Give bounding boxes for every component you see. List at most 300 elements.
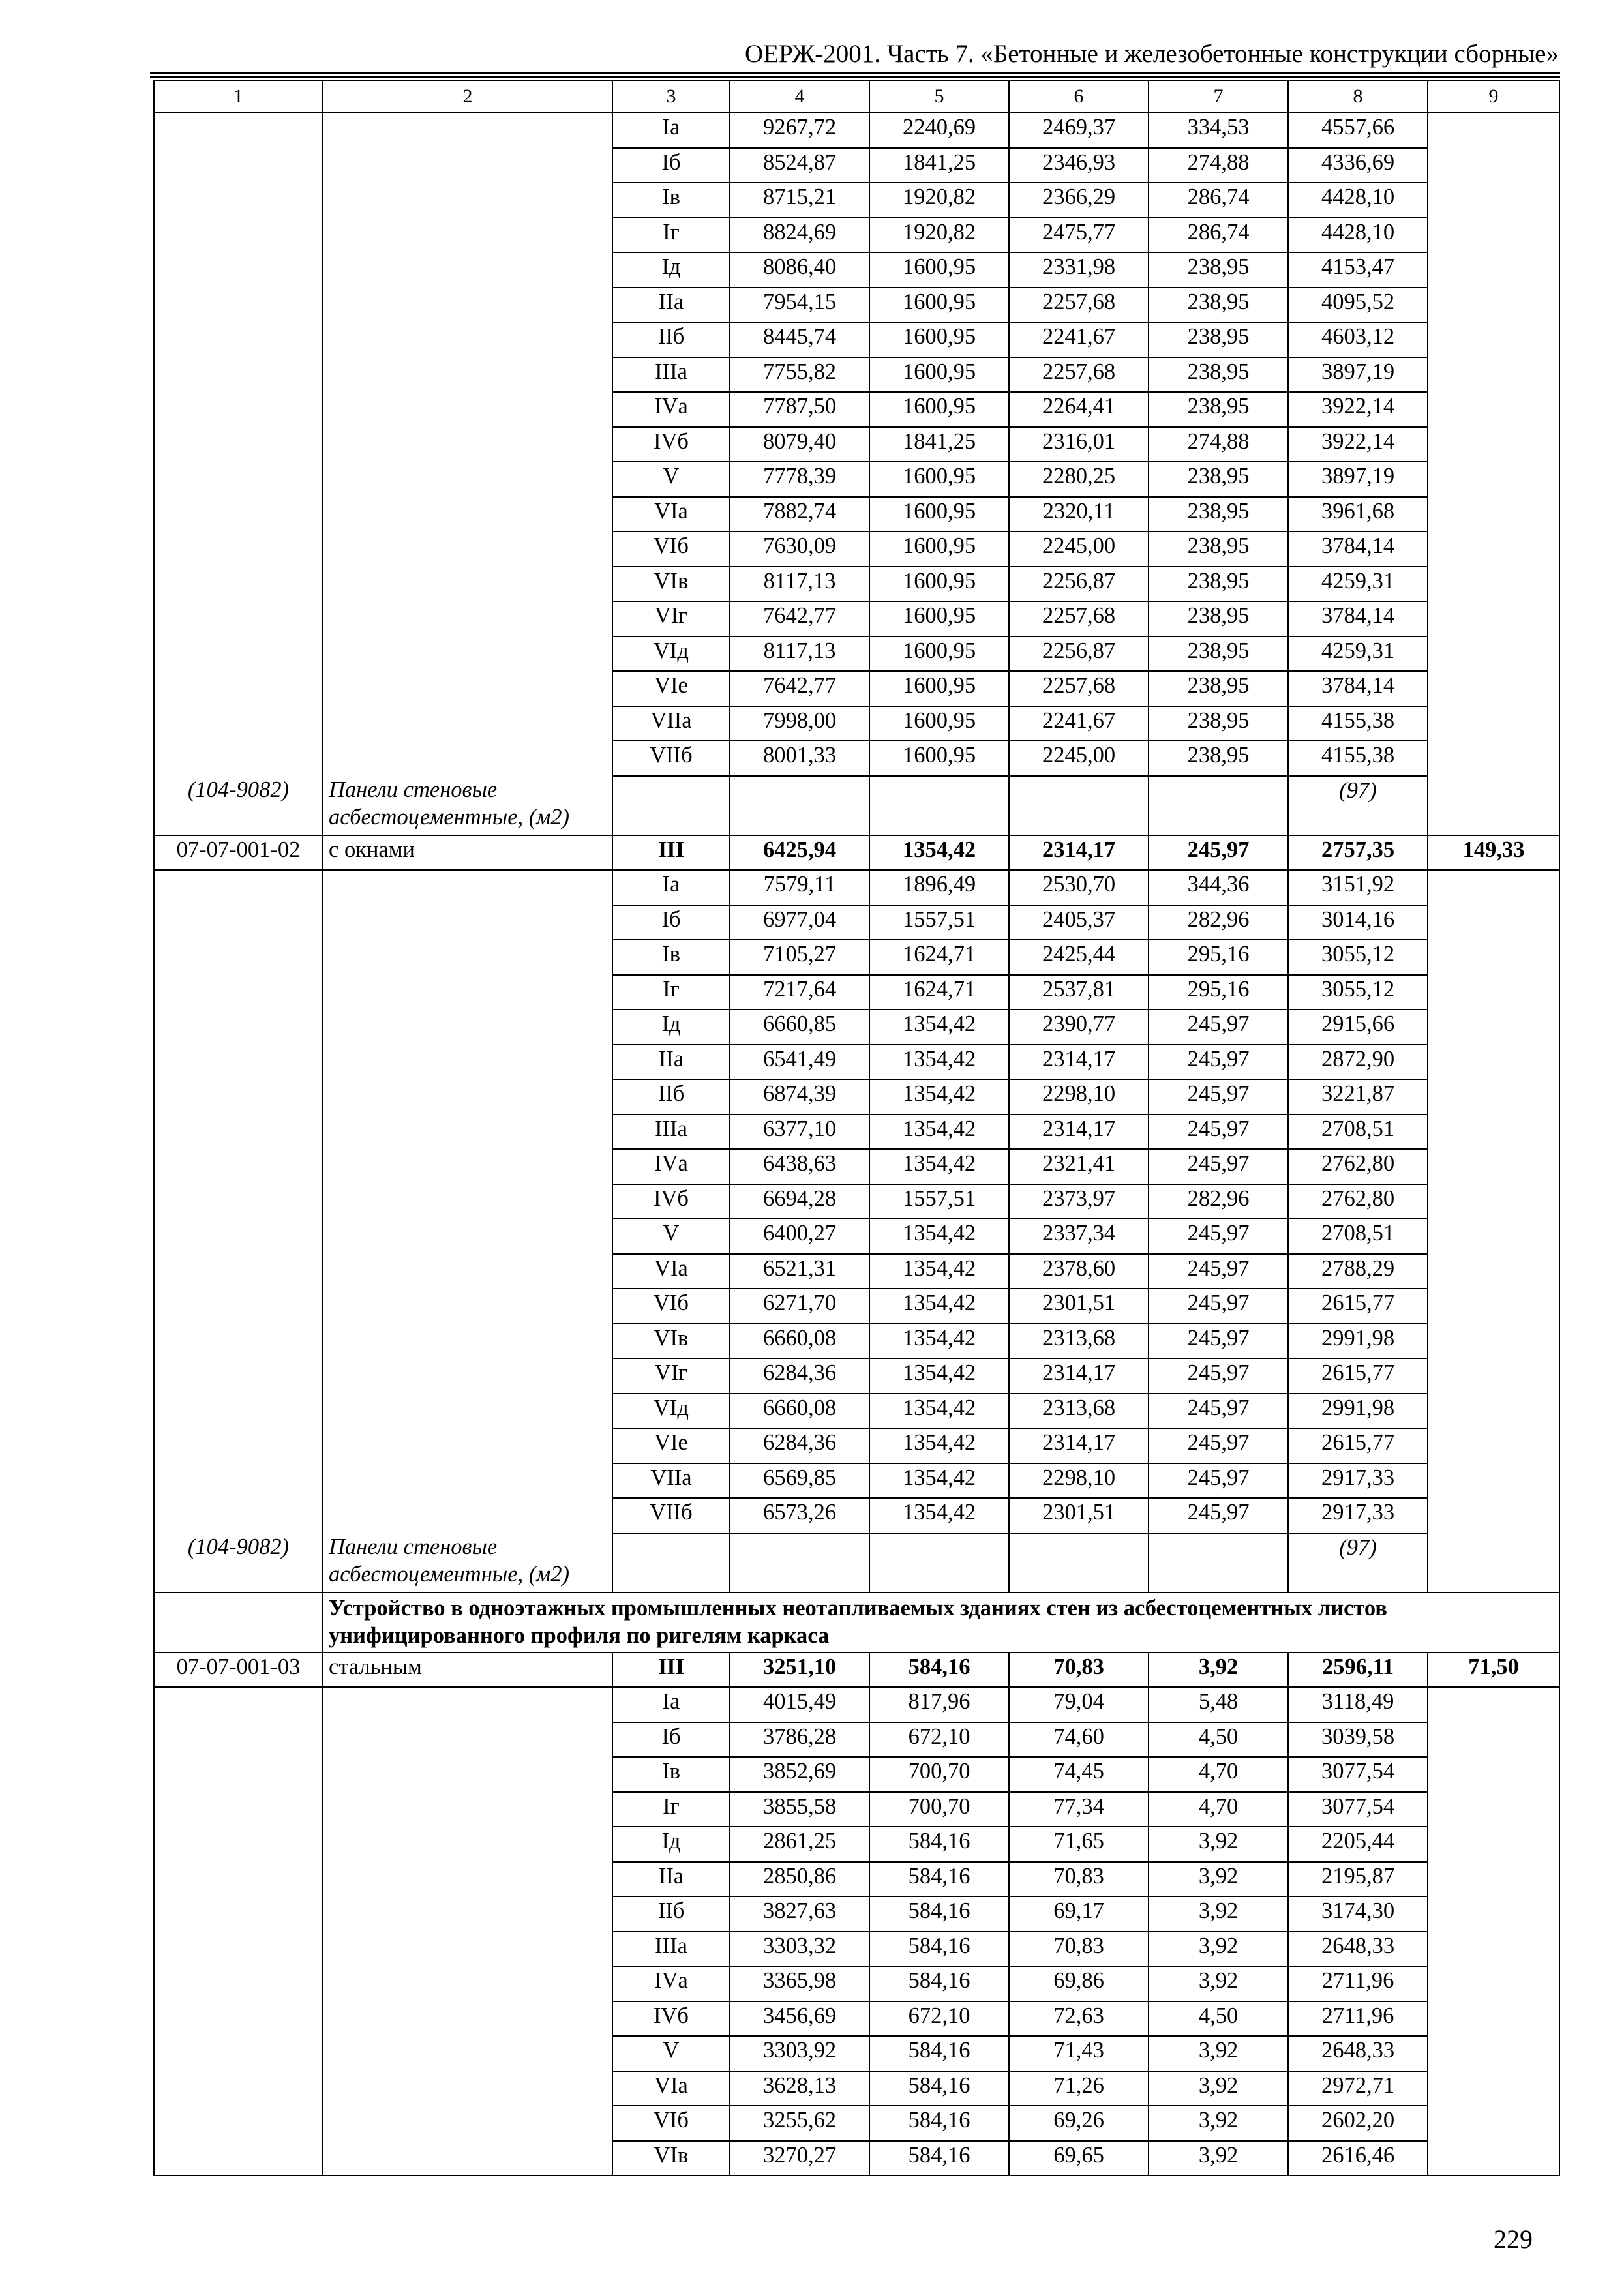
- wages-cell: 584,16: [869, 1653, 1009, 1688]
- total-cost-cell: 3251,10: [730, 1653, 869, 1688]
- materials-cell: 2917,33: [1288, 1498, 1428, 1533]
- res-group-cell: Iд: [612, 1827, 730, 1862]
- header-rule-bottom: [150, 76, 1560, 78]
- machinist-wages-cell: 238,95: [1149, 288, 1288, 323]
- wages-cell: 1354,42: [869, 1498, 1009, 1533]
- wages-cell: 1557,51: [869, 1184, 1009, 1219]
- column-number: 5: [869, 80, 1009, 113]
- materials-cell: 3784,14: [1288, 671, 1428, 706]
- materials-cell: 4259,31: [1288, 567, 1428, 602]
- machines-cell: 2245,00: [1009, 741, 1149, 776]
- table-row: [154, 706, 1559, 741]
- materials-cell: 2615,77: [1288, 1428, 1428, 1463]
- materials-cell: 2991,98: [1288, 1324, 1428, 1359]
- name-cell-empty: [323, 183, 612, 218]
- table-row: [154, 1324, 1559, 1359]
- machinist-wages-cell: 238,95: [1149, 741, 1288, 776]
- total-cost-cell: 8117,13: [730, 636, 869, 672]
- machinist-wages-cell: 3,92: [1149, 2141, 1288, 2176]
- labor-cell-empty: [1428, 2141, 1559, 2176]
- resource-code: (104-9082): [154, 1533, 323, 1593]
- name-cell-empty: [323, 322, 612, 357]
- code-cell-empty: [154, 1358, 323, 1394]
- wages-cell: 584,16: [869, 1932, 1009, 1967]
- name-cell-empty: [323, 1079, 612, 1115]
- code-cell-empty: [154, 1827, 323, 1862]
- wages-cell: 1920,82: [869, 183, 1009, 218]
- name-cell-empty: [323, 741, 612, 776]
- name-cell-empty: [323, 1358, 612, 1394]
- labor-cell-empty: [1428, 1896, 1559, 1932]
- machinist-wages-cell: 3,92: [1149, 2036, 1288, 2071]
- materials-cell: 2762,80: [1288, 1184, 1428, 1219]
- name-cell-empty: [323, 2141, 612, 2176]
- total-cost-cell: 6569,85: [730, 1463, 869, 1499]
- res-group-cell: VIIб: [612, 1498, 730, 1533]
- machines-cell: 2475,77: [1009, 218, 1149, 253]
- column-number: 4: [730, 80, 869, 113]
- total-cost-cell: 7882,74: [730, 497, 869, 532]
- code-cell-empty: [154, 218, 323, 253]
- labor-cell-empty: [1428, 776, 1559, 835]
- code-cell-empty: [154, 601, 323, 636]
- table-row: [154, 252, 1559, 288]
- total-cost-cell: 3855,58: [730, 1792, 869, 1827]
- name-cell-empty: [323, 1219, 612, 1254]
- machinist-wages-cell: 238,95: [1149, 706, 1288, 741]
- res-group-cell: VIа: [612, 497, 730, 532]
- total-cost-cell: 6400,27: [730, 1219, 869, 1254]
- total-cost-cell: 6425,94: [730, 835, 869, 871]
- table-row: [154, 1862, 1559, 1897]
- table-row: [154, 1115, 1559, 1150]
- labor-cell-empty: [1428, 905, 1559, 940]
- wages-cell: 1920,82: [869, 218, 1009, 253]
- machinist-wages-cell: 245,97: [1149, 1498, 1288, 1533]
- code-cell-empty: [154, 1149, 323, 1184]
- wages-cell: 1354,42: [869, 835, 1009, 871]
- machinist-wages-cell: 238,95: [1149, 531, 1288, 567]
- name-cell-empty: [323, 288, 612, 323]
- machines-cell: 2314,17: [1009, 1358, 1149, 1394]
- materials-cell: 2648,33: [1288, 1932, 1428, 1967]
- machinist-wages-cell: 5,48: [1149, 1687, 1288, 1722]
- empty-cell: [1009, 776, 1149, 835]
- code-cell-empty: [154, 427, 323, 462]
- wages-cell: 584,16: [869, 2036, 1009, 2071]
- materials-cell: 4557,66: [1288, 113, 1428, 148]
- total-cost-cell: 7630,09: [730, 531, 869, 567]
- name-cell-empty: [323, 1324, 612, 1359]
- total-cost-cell: 6377,10: [730, 1115, 869, 1150]
- name-cell-empty: [323, 1932, 612, 1967]
- total-cost-cell: 6977,04: [730, 905, 869, 940]
- code-cell-empty: [154, 2106, 323, 2141]
- labor-cost-cell: 71,50: [1428, 1653, 1559, 1688]
- code-cell-empty: [154, 2071, 323, 2106]
- machinist-wages-cell: 4,70: [1149, 1757, 1288, 1792]
- materials-cell: 3077,54: [1288, 1757, 1428, 1792]
- total-cost-cell: 6438,63: [730, 1149, 869, 1184]
- name-cell-empty: [323, 2106, 612, 2141]
- price-table: [153, 80, 1560, 2176]
- machines-cell: 2301,51: [1009, 1289, 1149, 1324]
- table-row: [154, 1358, 1559, 1394]
- res-group-cell: VIIа: [612, 706, 730, 741]
- name-cell-empty: [323, 1428, 612, 1463]
- column-number: 1: [154, 80, 323, 113]
- table-row: [154, 2036, 1559, 2071]
- name-cell-empty: [323, 2071, 612, 2106]
- machines-cell: 71,65: [1009, 1827, 1149, 1862]
- labor-cell-empty: [1428, 671, 1559, 706]
- materials-cell: 3922,14: [1288, 392, 1428, 427]
- wages-cell: 1600,95: [869, 601, 1009, 636]
- machines-cell: 2301,51: [1009, 1498, 1149, 1533]
- table-row: [154, 427, 1559, 462]
- code-cell-empty: [154, 322, 323, 357]
- res-group-cell: Iа: [612, 870, 730, 905]
- wages-cell: 1557,51: [869, 905, 1009, 940]
- materials-cell: 4153,47: [1288, 252, 1428, 288]
- labor-cell-empty: [1428, 1394, 1559, 1429]
- wages-cell: 584,16: [869, 2106, 1009, 2141]
- materials-cell: 3221,87: [1288, 1079, 1428, 1115]
- wages-cell: 1354,42: [869, 1324, 1009, 1359]
- materials-cell: 2616,46: [1288, 2141, 1428, 2176]
- name-cell-empty: [323, 1827, 612, 1862]
- labor-cell-empty: [1428, 183, 1559, 218]
- labor-cell-empty: [1428, 975, 1559, 1010]
- labor-cell-empty: [1428, 1533, 1559, 1593]
- table-row: [154, 1184, 1559, 1219]
- machinist-wages-cell: 238,95: [1149, 252, 1288, 288]
- machinist-wages-cell: 4,70: [1149, 1792, 1288, 1827]
- resource-code: (104-9082): [154, 776, 323, 835]
- machines-cell: 70,83: [1009, 1862, 1149, 1897]
- column-number: 6: [1009, 80, 1149, 113]
- total-cost-cell: 2850,86: [730, 1862, 869, 1897]
- materials-cell: 4336,69: [1288, 148, 1428, 183]
- name-cell-empty: [323, 462, 612, 497]
- labor-cell-empty: [1428, 741, 1559, 776]
- machines-cell: 2257,68: [1009, 601, 1149, 636]
- labor-cell-empty: [1428, 1498, 1559, 1533]
- wages-cell: 700,70: [869, 1792, 1009, 1827]
- labor-cell-empty: [1428, 1428, 1559, 1463]
- machinist-wages-cell: 238,95: [1149, 322, 1288, 357]
- machines-cell: 2256,87: [1009, 567, 1149, 602]
- res-group-cell: VIе: [612, 1428, 730, 1463]
- total-cost-cell: 3827,63: [730, 1896, 869, 1932]
- labor-cell-empty: [1428, 1010, 1559, 1045]
- code-cell-empty: [154, 2141, 323, 2176]
- machines-cell: 2314,17: [1009, 1045, 1149, 1080]
- machinist-wages-cell: 238,95: [1149, 601, 1288, 636]
- res-group-cell: VIв: [612, 1324, 730, 1359]
- total-cost-cell: 7105,27: [730, 940, 869, 975]
- machines-cell: 2469,37: [1009, 113, 1149, 148]
- wages-cell: 817,96: [869, 1687, 1009, 1722]
- res-group-cell: VIг: [612, 601, 730, 636]
- materials-cell: 3897,19: [1288, 462, 1428, 497]
- wages-cell: 1600,95: [869, 322, 1009, 357]
- wages-cell: 700,70: [869, 1757, 1009, 1792]
- labor-cell-empty: [1428, 1149, 1559, 1184]
- table-row: [154, 1289, 1559, 1324]
- code-cell-empty: [154, 1079, 323, 1115]
- wages-cell: 1841,25: [869, 148, 1009, 183]
- code-cell-empty: [154, 357, 323, 393]
- labor-cell-empty: [1428, 1757, 1559, 1792]
- materials-cell: 3784,14: [1288, 531, 1428, 567]
- total-cost-cell: 8001,33: [730, 741, 869, 776]
- wages-cell: 584,16: [869, 2141, 1009, 2176]
- machines-cell: 2298,10: [1009, 1463, 1149, 1499]
- empty-cell: [612, 1533, 730, 1593]
- empty-cell: [612, 776, 730, 835]
- total-cost-cell: 7787,50: [730, 392, 869, 427]
- materials-cell: 3014,16: [1288, 905, 1428, 940]
- machines-cell: 2257,68: [1009, 671, 1149, 706]
- code-cell-empty: [154, 636, 323, 672]
- labor-cell-empty: [1428, 1184, 1559, 1219]
- res-group-cell: IIа: [612, 1862, 730, 1897]
- empty-cell: [730, 1533, 869, 1593]
- labor-cell-empty: [1428, 392, 1559, 427]
- materials-cell: 3174,30: [1288, 1896, 1428, 1932]
- name-cell-empty: [323, 427, 612, 462]
- table-row: [154, 2141, 1559, 2176]
- total-cost-cell: 3303,92: [730, 2036, 869, 2071]
- column-number: 3: [612, 80, 730, 113]
- name-cell-empty: [323, 905, 612, 940]
- machines-cell: 2245,00: [1009, 531, 1149, 567]
- name-cell-empty: [323, 1722, 612, 1758]
- machinist-wages-cell: 334,53: [1149, 113, 1288, 148]
- code-cell-empty: [154, 1254, 323, 1289]
- wages-cell: 1600,95: [869, 392, 1009, 427]
- code-cell-empty: [154, 671, 323, 706]
- page-number: 229: [1494, 2224, 1533, 2254]
- wages-cell: 672,10: [869, 2001, 1009, 2037]
- res-group-cell: Iб: [612, 148, 730, 183]
- labor-cell-empty: [1428, 1722, 1559, 1758]
- table-row: [154, 905, 1559, 940]
- labor-cell-empty: [1428, 148, 1559, 183]
- machines-cell: 69,86: [1009, 1966, 1149, 2001]
- code-cell-empty: [154, 1862, 323, 1897]
- materials-cell: 4155,38: [1288, 706, 1428, 741]
- materials-cell: 2596,11: [1288, 1653, 1428, 1688]
- name-cell-empty: [323, 1896, 612, 1932]
- total-cost-cell: 8445,74: [730, 322, 869, 357]
- res-group-cell: Iг: [612, 218, 730, 253]
- table-row: [154, 1896, 1559, 1932]
- table-row: [154, 531, 1559, 567]
- code-cell-empty: [154, 252, 323, 288]
- machines-cell: 77,34: [1009, 1792, 1149, 1827]
- machines-cell: 2390,77: [1009, 1010, 1149, 1045]
- name-cell-empty: [323, 1149, 612, 1184]
- total-cost-cell: 8086,40: [730, 252, 869, 288]
- wages-cell: 1600,95: [869, 531, 1009, 567]
- name-cell-empty: [323, 252, 612, 288]
- name-cell-empty: [323, 2036, 612, 2071]
- code-cell-empty: [154, 1289, 323, 1324]
- machines-cell: 70,83: [1009, 1932, 1149, 1967]
- page-header-title: ОЕРЖ-2001. Часть 7. «Бетонные и железобетонные конструкции сборные»: [745, 40, 1559, 68]
- table-row: [154, 1428, 1559, 1463]
- table-row: [154, 1463, 1559, 1499]
- table-row: [154, 497, 1559, 532]
- machines-cell: 2373,97: [1009, 1184, 1149, 1219]
- total-cost-cell: 3628,13: [730, 2071, 869, 2106]
- wages-cell: 1600,95: [869, 706, 1009, 741]
- wages-cell: 1354,42: [869, 1219, 1009, 1254]
- materials-cell: 4428,10: [1288, 183, 1428, 218]
- table-row: [154, 567, 1559, 602]
- wages-cell: 1600,95: [869, 671, 1009, 706]
- table-row: [154, 940, 1559, 975]
- materials-cell: 2648,33: [1288, 2036, 1428, 2071]
- res-group-cell: VIб: [612, 2106, 730, 2141]
- res-group-cell: VIе: [612, 671, 730, 706]
- materials-cell: 2788,29: [1288, 1254, 1428, 1289]
- name-cell-empty: [323, 706, 612, 741]
- table-row: [154, 1394, 1559, 1429]
- materials-cell: 3784,14: [1288, 601, 1428, 636]
- code-cell-empty: [154, 1966, 323, 2001]
- table-row: [154, 1149, 1559, 1184]
- table-row: [154, 1254, 1559, 1289]
- machines-cell: 2530,70: [1009, 870, 1149, 905]
- res-group-cell: VIг: [612, 1358, 730, 1394]
- table-row: [154, 1966, 1559, 2001]
- name-cell-empty: [323, 148, 612, 183]
- materials-cell: 2205,44: [1288, 1827, 1428, 1862]
- res-group-cell: VIа: [612, 1254, 730, 1289]
- machinist-wages-cell: 295,16: [1149, 940, 1288, 975]
- name-cell-empty: [323, 636, 612, 672]
- machines-cell: 2280,25: [1009, 462, 1149, 497]
- code-cell-empty: [154, 1932, 323, 1967]
- total-cost-cell: 6660,08: [730, 1324, 869, 1359]
- res-group-cell: IVб: [612, 1184, 730, 1219]
- name-cell-empty: [323, 218, 612, 253]
- table-row: [154, 671, 1559, 706]
- machinist-wages-cell: 245,97: [1149, 1289, 1288, 1324]
- machines-cell: 69,17: [1009, 1896, 1149, 1932]
- column-number: 8: [1288, 80, 1428, 113]
- total-cost-cell: 8824,69: [730, 218, 869, 253]
- name-cell-empty: [323, 1498, 612, 1533]
- res-group-cell: III: [612, 835, 730, 871]
- res-group-cell: VIIа: [612, 1463, 730, 1499]
- res-group-cell: IIIа: [612, 1115, 730, 1150]
- materials-cell: 4155,38: [1288, 741, 1428, 776]
- machinist-wages-cell: 245,97: [1149, 1254, 1288, 1289]
- machinist-wages-cell: 286,74: [1149, 218, 1288, 253]
- table-row: [154, 601, 1559, 636]
- machines-cell: 72,63: [1009, 2001, 1149, 2037]
- materials-cell: 3055,12: [1288, 975, 1428, 1010]
- total-cost-cell: 7998,00: [730, 706, 869, 741]
- total-cost-cell: 7954,15: [730, 288, 869, 323]
- wages-cell: 2240,69: [869, 113, 1009, 148]
- materials-cell: 3118,49: [1288, 1687, 1428, 1722]
- res-group-cell: IIб: [612, 1079, 730, 1115]
- resource-name: Панели стеновые асбестоцементные, (м2): [323, 776, 612, 835]
- name-cell-empty: [323, 1184, 612, 1219]
- machines-cell: 2346,93: [1009, 148, 1149, 183]
- res-group-cell: VIд: [612, 636, 730, 672]
- total-cost-cell: 6660,08: [730, 1394, 869, 1429]
- name-cell-empty: [323, 1254, 612, 1289]
- res-group-cell: IVа: [612, 1966, 730, 2001]
- resource-name: Панели стеновые асбестоцементные, (м2): [323, 1533, 612, 1593]
- machines-cell: 70,83: [1009, 1653, 1149, 1688]
- machines-cell: 2537,81: [1009, 975, 1149, 1010]
- machines-cell: 2337,34: [1009, 1219, 1149, 1254]
- resource-footer-row: [154, 776, 1559, 835]
- wages-cell: 584,16: [869, 1862, 1009, 1897]
- empty-cell: [1149, 776, 1288, 835]
- code-cell-empty: [154, 1115, 323, 1150]
- res-group-cell: IIб: [612, 1896, 730, 1932]
- name-cell-empty: [323, 1115, 612, 1150]
- code-cell-empty: [154, 1184, 323, 1219]
- res-group-cell: Iв: [612, 183, 730, 218]
- code-cell-empty: [154, 567, 323, 602]
- code-cell-empty: [154, 940, 323, 975]
- name-cell-empty: [323, 671, 612, 706]
- machines-cell: 2331,98: [1009, 252, 1149, 288]
- materials-cell: 2602,20: [1288, 2106, 1428, 2141]
- res-group-cell: V: [612, 1219, 730, 1254]
- machinist-wages-cell: 274,88: [1149, 148, 1288, 183]
- materials-cell: 2711,96: [1288, 1966, 1428, 2001]
- res-group-cell: IVа: [612, 1149, 730, 1184]
- empty-cell: [730, 776, 869, 835]
- code-cell-empty: [154, 392, 323, 427]
- machines-cell: 2378,60: [1009, 1254, 1149, 1289]
- machinist-wages-cell: 238,95: [1149, 636, 1288, 672]
- labor-cell-empty: [1428, 1289, 1559, 1324]
- resource-quantity: (97): [1288, 1533, 1428, 1593]
- machinist-wages-cell: 245,97: [1149, 835, 1288, 871]
- machines-cell: 2313,68: [1009, 1324, 1149, 1359]
- labor-cell-empty: [1428, 1687, 1559, 1722]
- rate-header-row: [154, 835, 1559, 871]
- name-cell-empty: [323, 1757, 612, 1792]
- table-row: [154, 975, 1559, 1010]
- header-rule-top: [150, 72, 1560, 74]
- code-cell-empty: [154, 148, 323, 183]
- column-number-row: [154, 80, 1559, 113]
- res-group-cell: IIIа: [612, 1932, 730, 1967]
- code-cell-empty: [154, 706, 323, 741]
- res-group-cell: VIIб: [612, 741, 730, 776]
- rate-name: с окнами: [323, 835, 612, 871]
- name-cell-empty: [323, 1394, 612, 1429]
- rate-code: 07-07-001-03: [154, 1653, 323, 1688]
- labor-cell-empty: [1428, 1463, 1559, 1499]
- wages-cell: 1354,42: [869, 1394, 1009, 1429]
- res-group-cell: VIв: [612, 2141, 730, 2176]
- materials-cell: 2615,77: [1288, 1358, 1428, 1394]
- table-row: [154, 218, 1559, 253]
